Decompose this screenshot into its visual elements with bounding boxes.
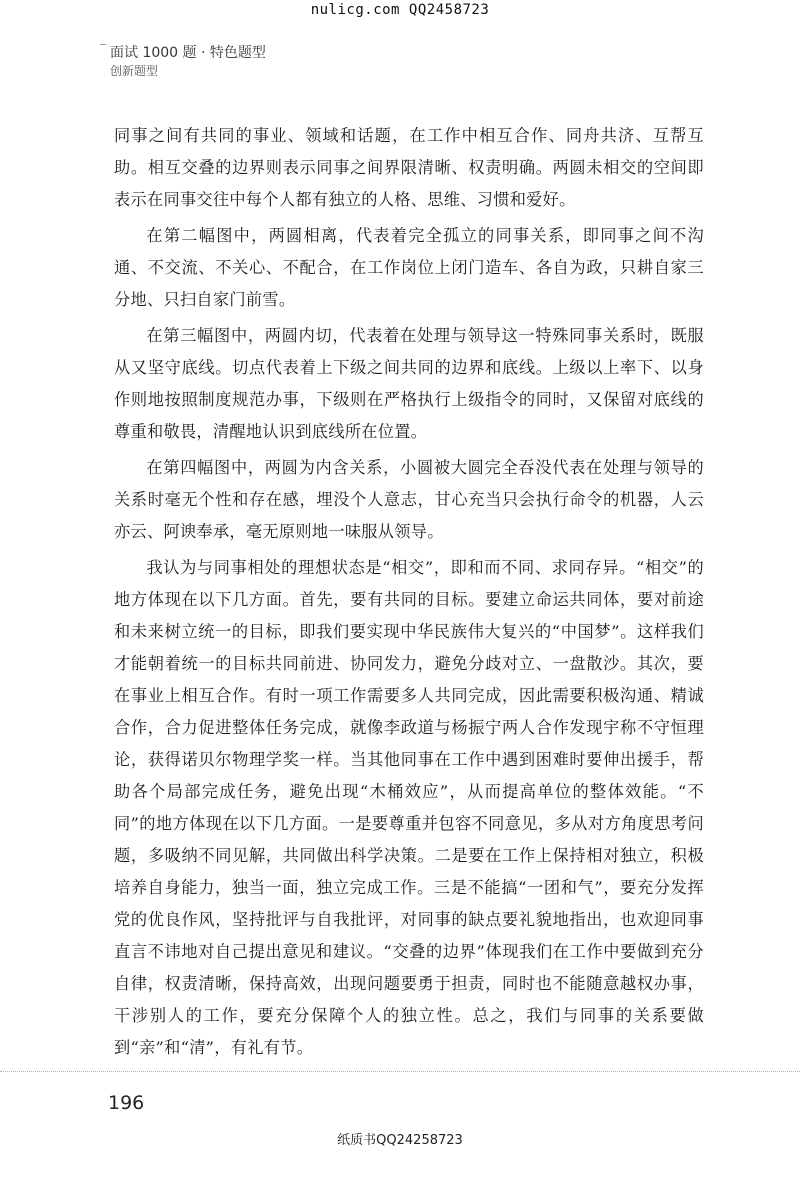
section-title: 创新题型 [110, 63, 159, 78]
paragraph-2: 在第二幅图中，两圆相离，代表着完全孤立的同事关系，即同事之间不沟通、不交流、不关心、不配合，在工作岗位上闭门造车、各自为政，只耕自家三分地、只扫自家门前雪。 [114, 226, 704, 309]
header-rule-mark [100, 44, 106, 45]
scan-artifact-line [0, 1071, 800, 1072]
running-head [110, 44, 266, 79]
paragraph-4: 在第四幅图中，两圆为内含关系，小圆被大圆完全吞没代表在处理与领导的关系时毫无个性和存在感，埋没个人意志，甘心充当只会执行命令的机器，人云亦云、阿谀奉承，毫无原则地一味服从领导。 [114, 458, 704, 541]
body-text [114, 120, 704, 1068]
bottom-watermark: 纸质书QQ24258723 [337, 1133, 463, 1148]
book-title: 面试 1000 题 · 特色题型 [110, 45, 266, 61]
page-number: 196 [108, 1092, 145, 1114]
paragraph-3: 在第三幅图中，两圆内切，代表着在处理与领导这一特殊同事关系时，既服从又坚守底线。切点代表着上下级之间共同的边界和底线。上级以上率下、以身作则地按照制度规范办事，下级则在严格执行上级指令的同时，又保留对底线的尊重和敬畏，清醒地认识到底线所在位置。 [114, 326, 704, 441]
top-watermark: nulicg.com QQ2458723 [310, 2, 490, 18]
paragraph-5: 我认为与同事相处的理想状态是“相交”，即和而不同、求同存异。“相交”的地方体现在以下几方面。首先，要有共同的目标。要建立命运共同体，要对前途和未来树立统一的目标，即我们要实现中华民族伟大复兴的“中国梦”。这样我们才能朝着统一的目标共同前进、协同发力，避免分歧对立、一盘散沙。其次，要在事业上相互合作。有时一项工作需要多人共同完成，因此需要积极沟通、精诚合作，合力促进整体任务完成，就像李政道与杨振宁两人合作发现宇称不守恒理论，获得诺贝尔物理学奖一样。当其他同事在工作中遇到困难时要伸出援手，帮助各个局部完成任务，避免出现“木桶效应”，从而提高单位的整体效能。“不同”的地方体现在以下几方面。一是要尊重并包容不同意见，多从对方角度思考问题，多吸纳不同见解，共同做出科学决策。二是要在工作上保持相对独立，积极培养自身能力，独当一面，独立完成工作。三是不能搞“一团和气”，要充分发挥党的优良作风，坚持批评与自我批评，对同事的缺点要礼貌地指出，也欢迎同事直言不讳地对自己提出意见和建议。“交叠的边界”体现我们在工作中要做到充分自律，权责清晰，保持高效，出现问题要勇于担责，同时也不能随意越权办事，干涉别人的工作，要充分保障个人的独立性。总之，我们与同事的关系要做到“亲”和“清”，有礼有节。 [114, 558, 704, 1057]
paragraph-1: 同事之间有共同的事业、领域和话题，在工作中相互合作、同舟共济、互帮互助。相互交叠的边界则表示同事之间界限清晰、权责明确。两圆未相交的空间即表示在同事交往中每个人都有独立的人格、思维、习惯和爱好。 [114, 126, 704, 209]
